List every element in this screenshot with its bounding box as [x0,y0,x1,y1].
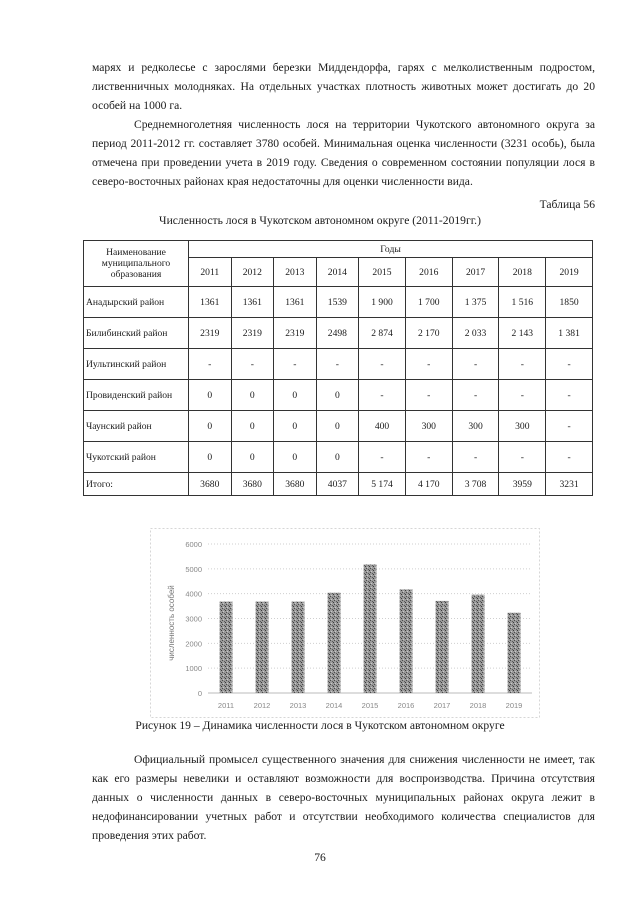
year-header-2016: 2016 [405,258,452,287]
chart-bars [220,565,521,693]
table-row [84,380,593,411]
table-cell: 5 174 [359,473,406,496]
x-tick-label: 2018 [469,701,487,710]
x-tick-label: 2014 [325,701,343,710]
row-name: Билибинский район [84,318,189,349]
population-table [83,240,593,496]
table-row [84,287,593,318]
row-name: Чаунский район [84,411,189,442]
bar-2012 [256,602,269,693]
table-cell: 0 [231,442,274,473]
table-cell: 2319 [231,318,274,349]
y-tick-label: 0 [197,689,202,698]
table-cell: 2 143 [499,318,546,349]
table-cell: - [452,380,499,411]
table-cell: - [316,349,359,380]
table-cell: - [546,411,593,442]
table-cell: 2 033 [452,318,499,349]
figure-caption: Рисунок 19 – Динамика численности лося в Чукотском автономном округе [135,719,505,732]
table-cell: 400 [359,411,406,442]
table-cell: - [231,349,274,380]
table-cell: - [452,442,499,473]
table-cell: 2319 [189,318,232,349]
table-cell: 0 [274,411,317,442]
paragraph-intro: марях и редколесье с зарослями березки Миддендорфа, гарях с мелколиственным подростом, лиственничных молодняках. На отдельных участках плотность животных может достигать до 20 особей на 1000 га. [92,61,595,112]
x-tick-label: 2012 [253,701,271,710]
table-cell: 0 [189,442,232,473]
table-cell: 2 874 [359,318,406,349]
table-cell: 300 [452,411,499,442]
table-cell: - [499,380,546,411]
table-cell: 4037 [316,473,359,496]
table-cell: 300 [405,411,452,442]
table-cell: 3959 [499,473,546,496]
x-tick-label: 2016 [397,701,415,710]
table-cell: 2319 [274,318,317,349]
table-cell: 1 381 [546,318,593,349]
table-cell: - [499,349,546,380]
bar-2017 [436,601,449,693]
table-cell: 3680 [274,473,317,496]
table-cell: 0 [189,411,232,442]
year-header-2018: 2018 [499,258,546,287]
year-header-2014: 2014 [316,258,359,287]
table-row [84,473,593,496]
table-cell: - [546,442,593,473]
table-cell: - [359,380,406,411]
x-tick-labels [218,701,522,710]
table-cell: 2498 [316,318,359,349]
table-cell: 3680 [189,473,232,496]
year-header-2012: 2012 [231,258,274,287]
table-cell: 1850 [546,287,593,318]
table-cell: - [189,349,232,380]
x-tick-label: 2013 [289,701,307,710]
row-name: Иультинский район [84,349,189,380]
year-header-2011: 2011 [189,258,232,287]
table-row [84,349,593,380]
y-tick-label: 6000 [185,540,202,549]
table-cell: 0 [316,380,359,411]
table-cell: 1 375 [452,287,499,318]
table-cell: 1361 [189,287,232,318]
table-row [84,318,593,349]
years-header: Годы [189,241,593,258]
table-cell: 2 170 [405,318,452,349]
paragraph-hunting: Официальный промысел существенного значения для снижения численности не имеет, так как его размеры невелики и оставляют возможности для воспроизводства. Причина отсутствия данных о численности данных в северо-восточных муниципальных районах округа лежит в недофинансировании учетных работ и отсутствии необходимого количества специалистов для проведения этих работ. [92,753,595,842]
x-tick-label: 2019 [505,701,523,710]
bar-2019 [508,613,521,693]
table-row [84,411,593,442]
y-tick-label: 3000 [185,614,202,624]
table-cell: 0 [316,442,359,473]
y-axis-label: численность особей [167,585,176,661]
bar-2018 [472,595,485,693]
table-label: Таблица 56 [539,198,595,211]
table-cell: 300 [499,411,546,442]
y-tick-label: 1000 [185,664,202,674]
y-tick-label: 2000 [185,639,202,649]
x-tick-label: 2011 [217,701,235,710]
year-header-2017: 2017 [452,258,499,287]
table-cell: 0 [274,380,317,411]
table-cell: - [405,380,452,411]
table-cell: - [452,349,499,380]
table-cell: - [546,349,593,380]
y-tick-label: 4000 [185,589,202,599]
table-row [84,442,593,473]
table-cell: 1361 [231,287,274,318]
name-column-header: Наименование муниципального образования [84,241,189,287]
year-header-2015: 2015 [359,258,406,287]
table-cell: - [546,380,593,411]
bar-2014 [328,593,341,693]
row-name: Итого: [84,473,189,496]
table-cell: 1 700 [405,287,452,318]
table-body [84,287,593,496]
population-chart [150,528,540,718]
table-cell: - [274,349,317,380]
y-tick-labels [185,540,202,698]
table-cell: - [359,442,406,473]
table-cell: - [499,442,546,473]
table-cell: 0 [231,380,274,411]
table-cell: 3231 [546,473,593,496]
table-cell: - [405,442,452,473]
x-tick-label: 2017 [433,701,451,710]
row-name: Анадырский район [84,287,189,318]
paragraph-population: Среднемноголетняя численность лося на территории Чукотского автономного округа за период 2011-2012 гг. составляет 3780 особей. Минимальная оценка численности (3231 особь), была отмечена при проведении учета в 2019 году. Сведения о современном состоянии популяции лося в северо-восточных районах края недостаточны для оценки численности вида. [92,118,595,188]
table-title: Численность лося в Чукотском автономном округе (2011-2019гг.) [159,214,481,227]
table-cell: - [359,349,406,380]
table-cell: 1361 [274,287,317,318]
table-cell: 0 [189,380,232,411]
page-number: 76 [314,851,326,864]
year-header-2019: 2019 [546,258,593,287]
table-cell: 1 900 [359,287,406,318]
table-cell: 4 170 [405,473,452,496]
row-name: Провиденский район [84,380,189,411]
bar-2013 [292,602,305,693]
table-cell: - [405,349,452,380]
row-name: Чукотский район [84,442,189,473]
chart-svg [150,528,540,718]
table-cell: 0 [231,411,274,442]
y-tick-label: 5000 [185,564,202,574]
bar-2015 [364,565,377,693]
table-cell: 0 [316,411,359,442]
bar-2016 [400,589,413,693]
table-cell: 1 516 [499,287,546,318]
bar-2011 [220,602,233,693]
table-cell: 3680 [231,473,274,496]
table-cell: 0 [274,442,317,473]
x-tick-label: 2015 [361,701,379,710]
table-cell: 1539 [316,287,359,318]
table-cell: 3 708 [452,473,499,496]
year-header-2013: 2013 [274,258,317,287]
